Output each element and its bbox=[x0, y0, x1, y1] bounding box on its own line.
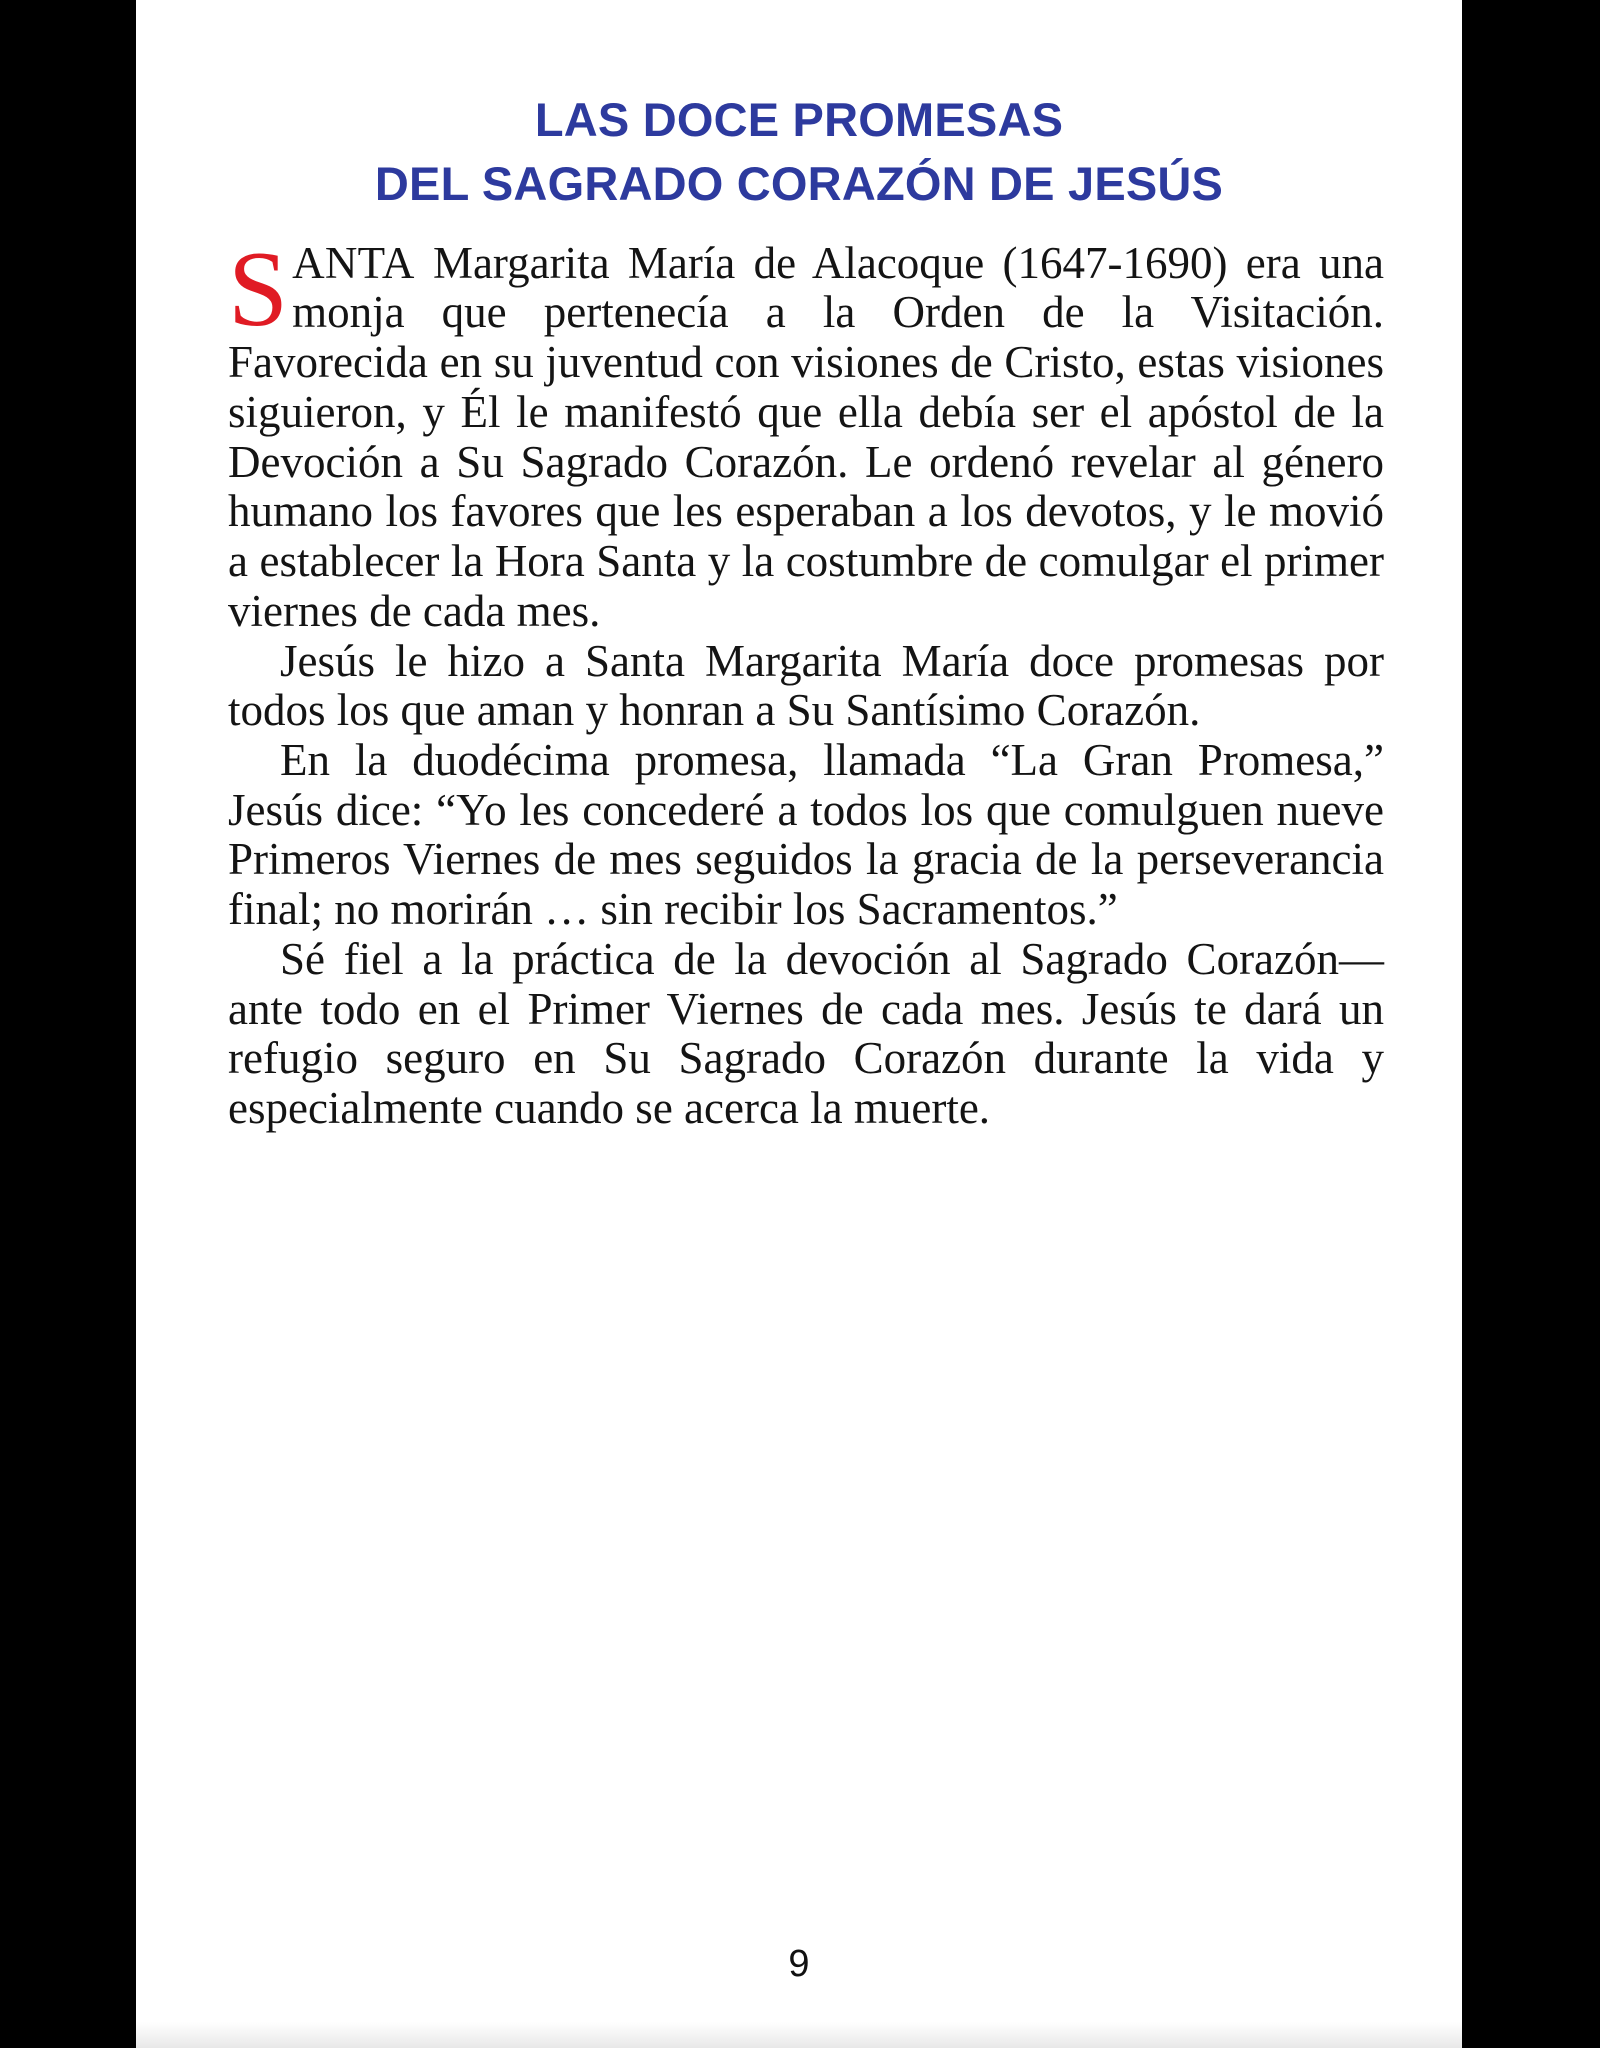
paragraph-gran-promesa: En la duodécima promesa, llamada “La Gran Promesa,” Jesús dice: “Yo les concederé a todos los que comulguen nueve Primeros Viernes de mes seguidos la gracia de la perseverancia final; no morirán … sin recibir los Sacramentos.” bbox=[228, 734, 1384, 935]
paragraph-intro-text: Margarita María de Alacoque (1647-1690) era una monja que pertenecía a la Orden de la Visitación. Favorecida en su juventud con visiones de Cristo, estas visiones siguieron, y Él le manifestó que ella debía ser el apóstol de la Devoción a Su Sagrado Corazón. Le ordenó revelar al género humano los favores que les esperaban a los devotos, y le movió a establecer la Hora Santa y la costumbre de comulgar el primer viernes de cada mes. bbox=[228, 237, 1384, 636]
body-text bbox=[136, 229, 1462, 1134]
document-page bbox=[136, 0, 1462, 2048]
paragraph-exhortacion: Sé fiel a la práctica de la devoción al Sagrado Corazón—ante todo en el Primer Viernes de cada mes. Jesús te dará un refugio seguro en Su Sagrado Corazón durante la vida y especialmente cuando se acerca la muerte. bbox=[228, 933, 1384, 1133]
page-title-line-1: LAS DOCE PROMESAS bbox=[534, 93, 1064, 146]
page-title-line-2: DEL SAGRADO CORAZÓN DE JESÚS bbox=[374, 157, 1224, 211]
page-content bbox=[136, 0, 1462, 2048]
lead-smallcaps: ANTA bbox=[292, 237, 415, 288]
paragraph-intro bbox=[228, 229, 1384, 637]
page-number: 9 bbox=[788, 1943, 810, 1985]
paragraph-promesas: Jesús le hizo a Santa Margarita María doce promesas por todos los que aman y honran a Su Santísimo Corazón. bbox=[228, 635, 1384, 736]
drop-cap: S bbox=[228, 229, 289, 349]
page-title bbox=[136, 0, 1462, 217]
